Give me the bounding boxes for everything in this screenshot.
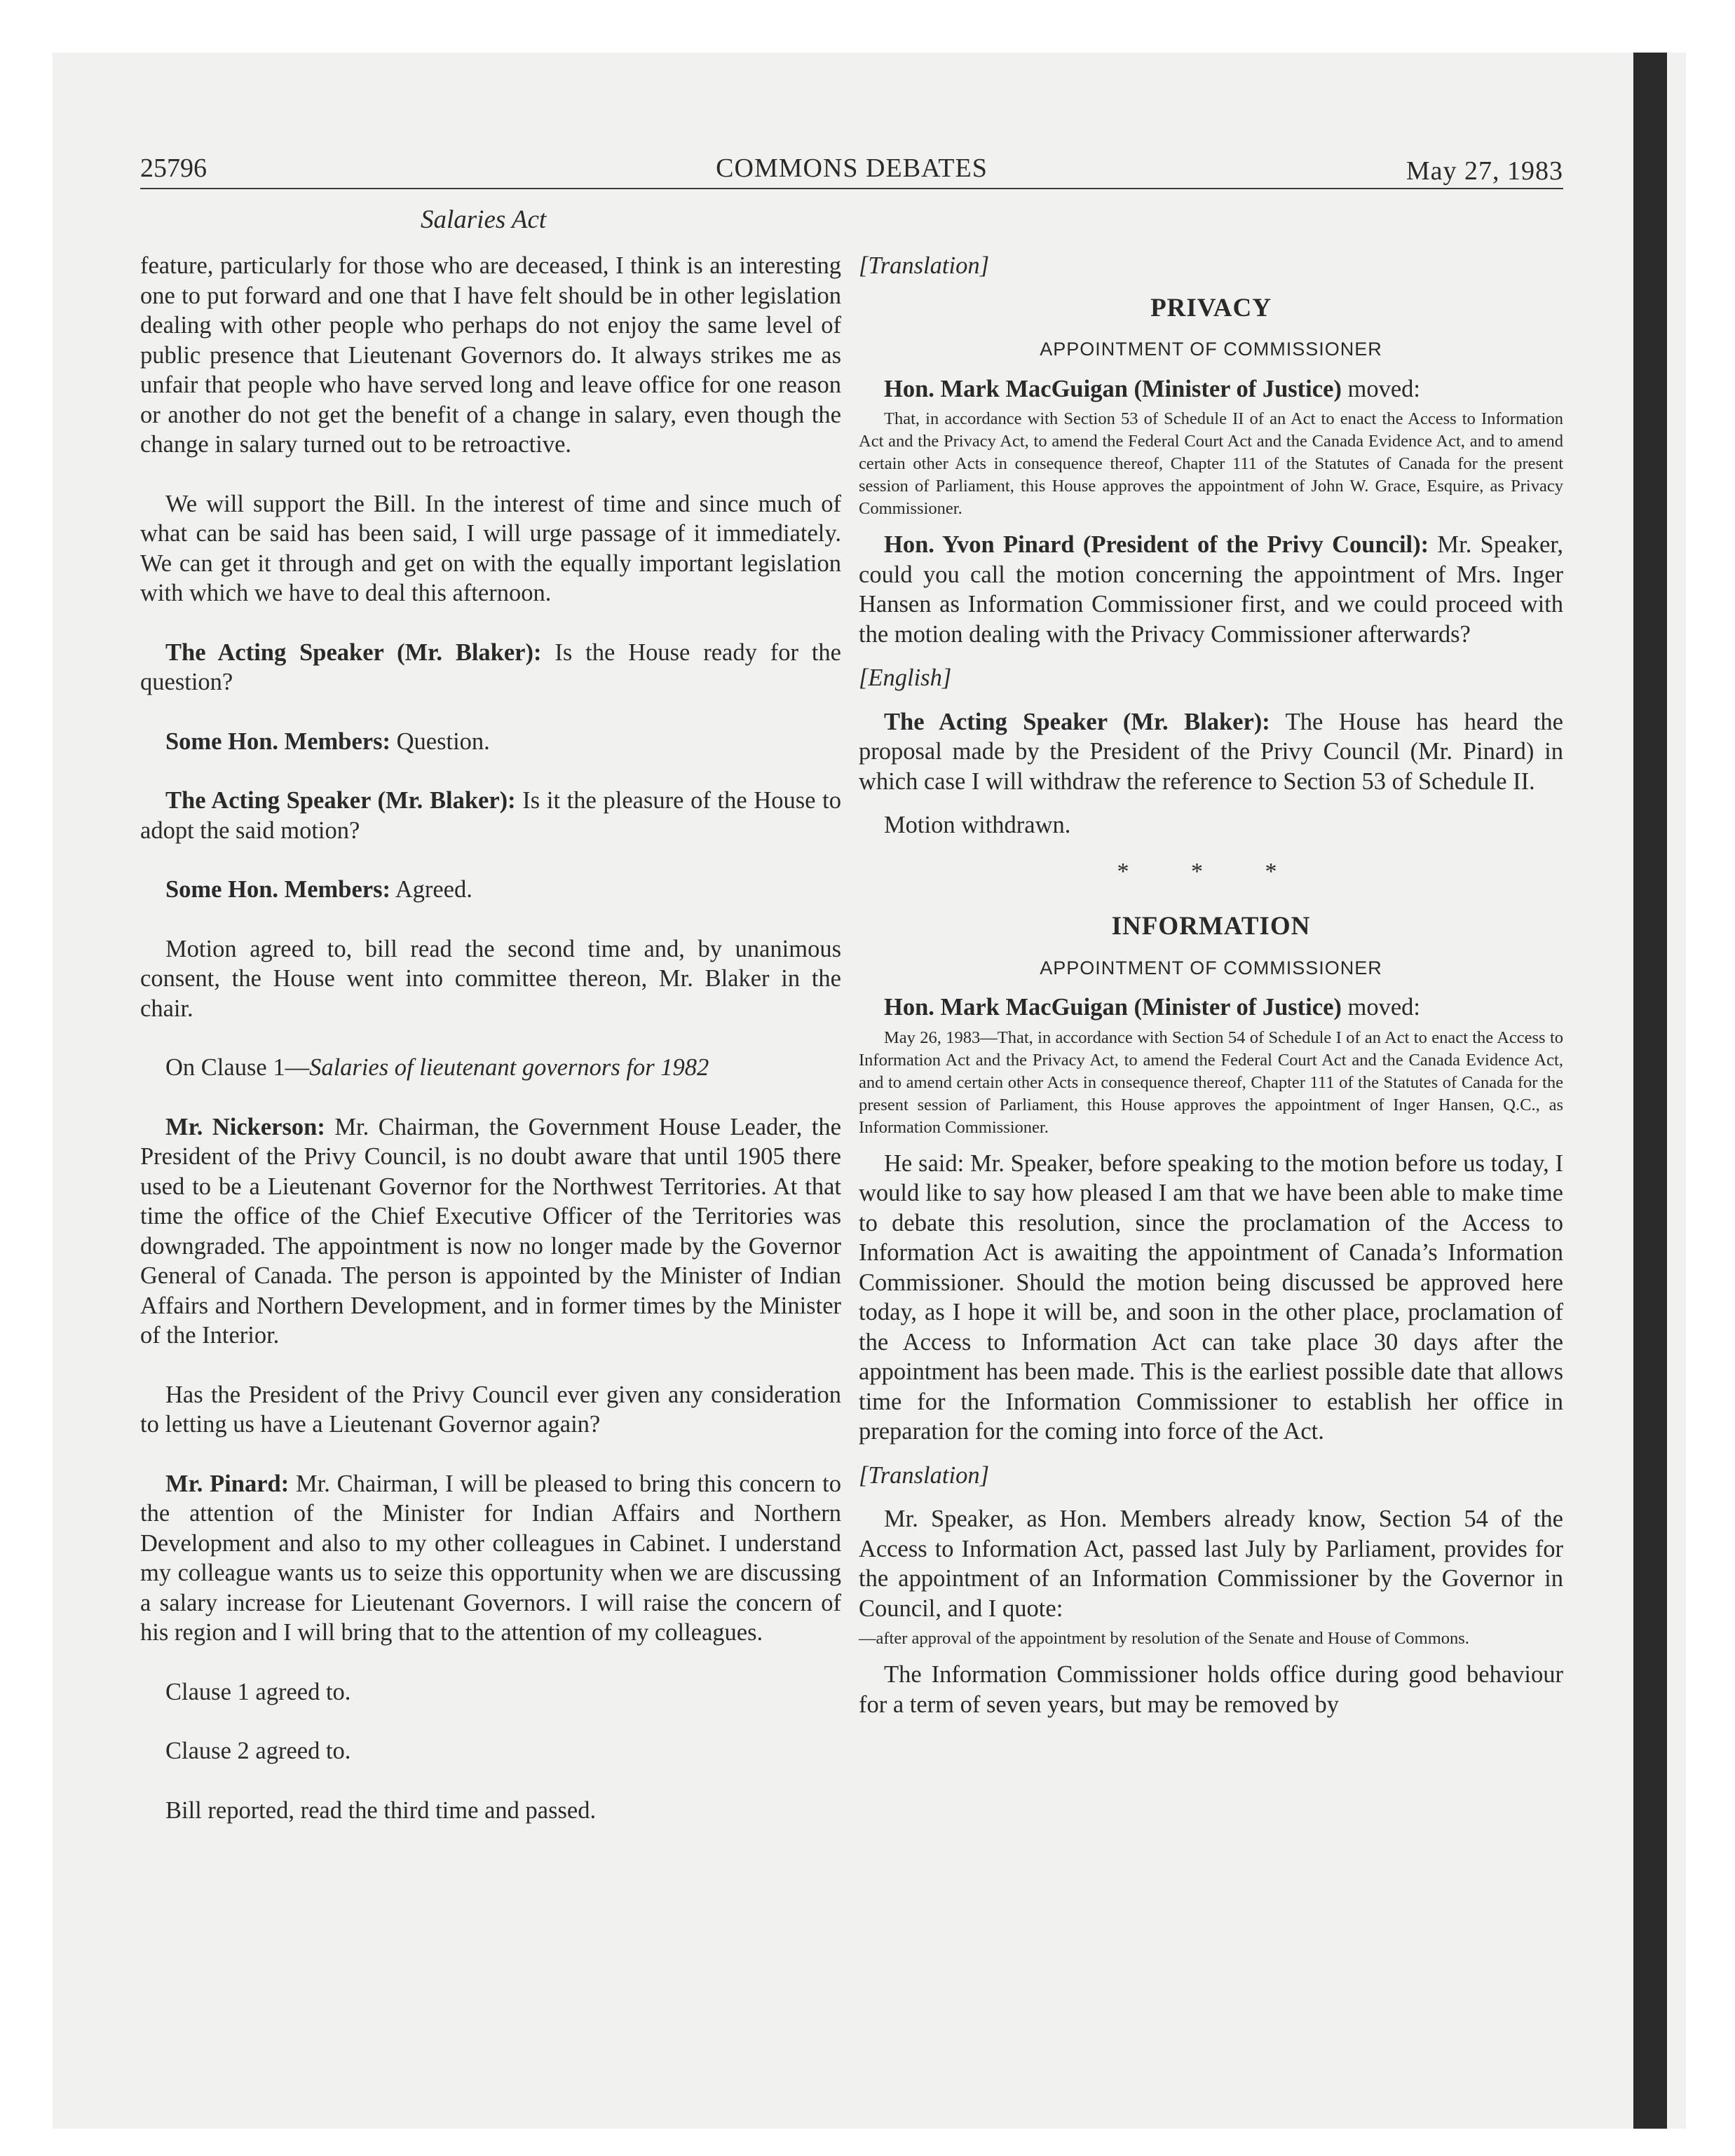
clause-title: Salaries of lieutenant governors for 1982	[309, 1054, 709, 1081]
speech	[859, 530, 1563, 649]
header-rule	[140, 188, 1563, 189]
speaker-name: Hon. Yvon Pinard (President of the Privy Council):	[884, 531, 1429, 558]
proceeding-note: Bill reported, read the third time and passed.	[165, 1796, 597, 1824]
paragraph: Motion agreed to, bill read the second time and, by unanimous consent, the House went into committee thereon, Mr. Blaker in the chair.	[140, 935, 841, 1022]
page-number: 25796	[140, 153, 207, 183]
speaker-name: Some Hon. Members:	[165, 876, 390, 903]
speaker-name: Hon. Mark MacGuigan (Minister of Justice)	[884, 994, 1342, 1021]
speech-text: moved:	[1341, 994, 1420, 1021]
speech-text: moved:	[1341, 375, 1420, 402]
speaker-name: The Acting Speaker (Mr. Blaker):	[165, 787, 516, 814]
speech-text: The House has heard the proposal made by the President of the Privy Council (Mr. Pinard) in which case I will withdraw the reference to Section 53 of Schedule II.	[859, 708, 1563, 795]
section-heading: PRIVACY	[1150, 293, 1272, 322]
speaker-name: Hon. Mark MacGuigan (Minister of Justice)	[884, 375, 1342, 402]
speaker-name: The Acting Speaker (Mr. Blaker):	[165, 639, 542, 666]
page-date: May 27, 1983	[1406, 156, 1563, 186]
paragraph: The Information Commissioner holds office during good behaviour for a term of seven years, but may be removed by	[859, 1661, 1563, 1718]
speaker-name: Mr. Pinard:	[165, 1470, 290, 1497]
section-subheading: APPOINTMENT OF COMMISSIONER	[1040, 339, 1382, 360]
speech	[140, 1469, 841, 1648]
right-column	[859, 251, 1563, 1719]
section-separator: * * *	[1117, 858, 1305, 885]
paragraph: Mr. Speaker, as Hon. Members already know, Section 54 of the Access to Information Act, passed last July by Parliament, provides for the appointment of an Information Commissioner by the Governor in Council, and I quote:	[859, 1506, 1563, 1622]
clause-prefix: On Clause 1—	[165, 1054, 310, 1081]
speech-text: Agreed.	[390, 876, 472, 903]
running-head: Salaries Act	[421, 205, 547, 234]
speech	[140, 1112, 841, 1351]
speech	[140, 875, 841, 905]
speech-text: Mr. Chairman, I will be pleased to bring this concern to the attention of the Minister for Indian Affairs and Northern Development and also to my other colleagues in Cabinet. I understand my colleague wants us to seize this opportunity when we are discussing a salary increase for Lieutenant Governors. I will raise the concern of his region and I will bring that to the attention of my colleagues.	[140, 1470, 842, 1646]
clause-line	[140, 1053, 841, 1083]
motion-text: May 26, 1983—That, in accordance with Section 54 of Schedule I of an Act to enact the Access to Information Act and the Privacy Act, to amend the Federal Court Act and the Canada Evidence Act, and to amend certain other Acts in consequence thereof, Chapter 111 of the Statutes of Canada for the present session of Parliament, this House approves the appointment of Inger Hansen, Q.C., as Information Commissioner.	[859, 1028, 1563, 1137]
speech	[140, 638, 841, 697]
speaker-name: Some Hon. Members:	[165, 728, 390, 755]
left-column	[140, 251, 841, 1825]
language-marker: [Translation]	[859, 1461, 989, 1489]
proceeding-note: Motion withdrawn.	[884, 812, 1071, 838]
motion-intro	[859, 992, 1563, 1023]
language-marker: [Translation]	[859, 252, 989, 279]
paragraph: Has the President of the Privy Council ever given any consideration to letting us have a Lieutenant Governor again?	[140, 1381, 841, 1438]
proceeding-note: Clause 1 agreed to.	[165, 1678, 351, 1705]
speech-text: Mr. Speaker, could you call the motion concerning the appointment of Mrs. Inger Hansen as Information Commissioner first, and we could proceed with the motion dealing with the Privacy Commissioner afterwards?	[859, 531, 1563, 648]
motion-intro	[859, 374, 1563, 404]
block-quote: —after approval of the appointment by resolution of the Senate and House of Commons.	[859, 1629, 1469, 1648]
motion-text: That, in accordance with Section 53 of Schedule II of an Act to enact the Access to Information Act and the Privacy Act, to amend the Federal Court Act and the Canada Evidence Act, and to amend certain other Acts in consequence thereof, Chapter 111 of the Statutes of Canada for the present session of Parliament, this House approves the appointment of John W. Grace, Esquire, as Privacy Commissioner.	[859, 409, 1563, 518]
paragraph: He said: Mr. Speaker, before speaking to the motion before us today, I would like to say how pleased I am that we have been able to make time to debate this resolution, since the proclamation of the Access to Information Act is awaiting the appointment of Canada’s Information Commissioner. Should the motion being discussed be approved here today, as I hope it will be, and soon in the other place, proclamation of the Access to Information Act can take place 30 days after the appointment has been made. This is the earliest possible date that allows time for the Information Commissioner to establish her office in preparation for the coming into force of the Act.	[859, 1149, 1563, 1445]
paragraph: feature, particularly for those who are deceased, I think is an interesting one to put forward and one that I have felt should be in other legislation dealing with other people who perhaps do not enjoy the same level of public presence that Lieutenant Governors do. It always strikes me as unfair that people who have served long and leave office for one reason or another do not get the benefit of a change in salary, even though the change in salary turned out to be retroactive.	[140, 252, 841, 458]
section-subheading: APPOINTMENT OF COMMISSIONER	[1040, 957, 1382, 978]
speaker-name: Mr. Nickerson:	[165, 1113, 325, 1140]
scan-edge	[1633, 53, 1667, 2129]
speech	[859, 707, 1563, 797]
speaker-name: The Acting Speaker (Mr. Blaker):	[884, 708, 1270, 735]
section-heading: INFORMATION	[1111, 912, 1311, 941]
speech-text: Is it the pleasure of the House to adopt the said motion?	[140, 787, 841, 844]
speech-text: Question.	[390, 728, 490, 755]
language-marker: [English]	[859, 664, 952, 691]
paragraph: We will support the Bill. In the interest of time and since much of what can be said has been said, I will urge passage of it immediately. We can get it through and get on with the equally important legislation with which we have to deal this afternoon.	[140, 490, 841, 606]
speech-text: Mr. Chairman, the Government House Leader, the President of the Privy Council, is no doubt aware that until 1905 there used to be a Lieutenant Governor for the Northwest Territories. At that time the office of the Chief Executive Officer of the Territories was downgraded. The appointment is now no longer made by the Governor General of Canada. The person is appointed by the Minister of Indian Affairs and Northern Development, and in former times by the Minister of the Interior.	[140, 1113, 841, 1349]
proceeding-note: Clause 2 agreed to.	[165, 1738, 351, 1764]
speech	[140, 727, 841, 757]
publication-title: COMMONS DEBATES	[716, 153, 988, 183]
speech	[140, 786, 841, 845]
speech-text: Is the House ready for the question?	[140, 639, 841, 695]
